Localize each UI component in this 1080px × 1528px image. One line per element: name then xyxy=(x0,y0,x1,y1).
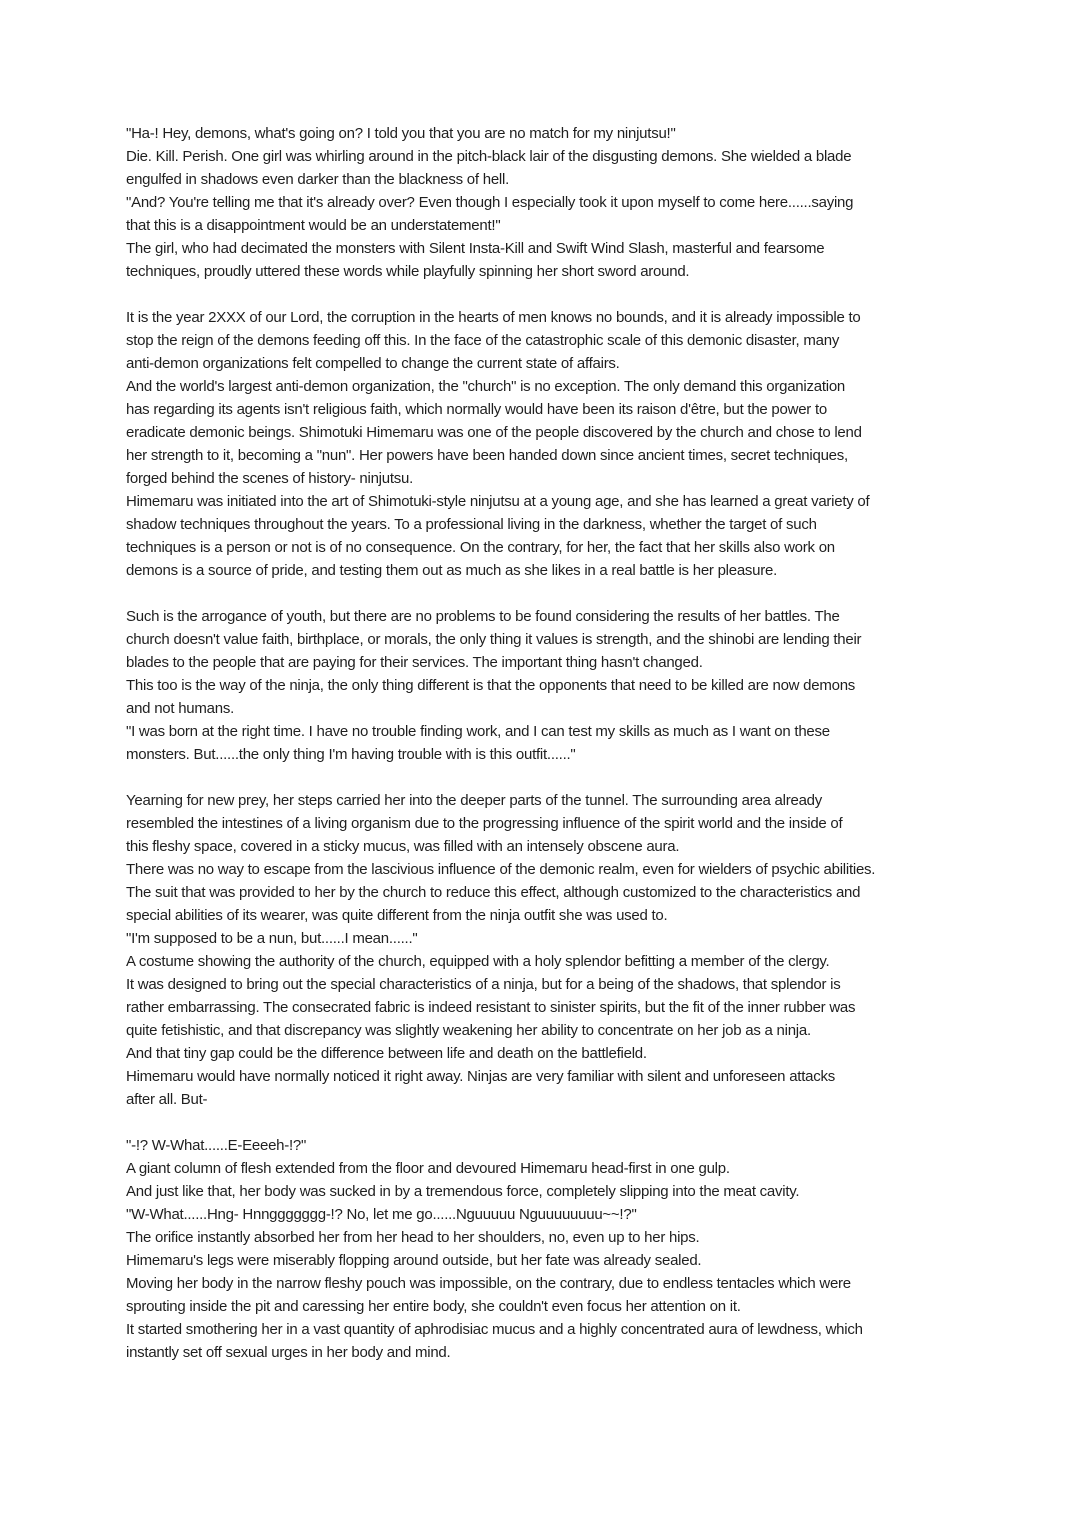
text-line: The orifice instantly absorbed her from her head to her shoulders, no, even up to her hips. xyxy=(126,1229,700,1246)
text-line: resembled the intestines of a living organism due to the progressing influence of the spirit world and the inside of xyxy=(126,815,843,832)
text-line: after all. But- xyxy=(126,1091,208,1108)
text-line: techniques, proudly uttered these words while playfully spinning her short sword around. xyxy=(126,263,690,280)
text-line: It is the year 2XXX of our Lord, the corruption in the hearts of men knows no bounds, and it is already impossible to xyxy=(126,309,861,326)
text-line: church doesn't value faith, birthplace, or morals, the only thing it values is strength, and the shinobi are lending their xyxy=(126,631,862,648)
paragraph xyxy=(126,789,966,1111)
text-line: instantly set off sexual urges in her body and mind. xyxy=(126,1344,451,1361)
text-line: The suit that was provided to her by the church to reduce this effect, although customized to the characteristics and xyxy=(126,884,861,901)
text-line: has regarding its agents isn't religious faith, which normally would have been its raison d'être, but the power to xyxy=(126,401,827,418)
text-line: stop the reign of the demons feeding off this. In the face of the catastrophic scale of this demonic disaster, many xyxy=(126,332,840,349)
paragraph xyxy=(126,122,966,283)
text-line: special abilities of its wearer, was quite different from the ninja outfit she was used to. xyxy=(126,907,668,924)
text-line: anti-demon organizations felt compelled to change the current state of affairs. xyxy=(126,355,620,372)
text-line: And that tiny gap could be the difference between life and death on the battlefield. xyxy=(126,1045,647,1062)
paragraph xyxy=(126,306,966,582)
text-line: shadow techniques throughout the years. To a professional living in the darkness, whether the target of such xyxy=(126,516,817,533)
text-line: demons is a source of pride, and testing them out as much as she likes in a real battle is her pleasure. xyxy=(126,562,778,579)
text-line: "I'm supposed to be a nun, but......I mean......" xyxy=(126,930,418,947)
text-line: Such is the arrogance of youth, but there are no problems to be found considering the results of her battles. The xyxy=(126,608,840,625)
text-line: eradicate demonic beings. Shimotuki Himemaru was one of the people discovered by the church and chose to lend xyxy=(126,424,862,441)
text-line: quite fetishistic, and that discrepancy was slightly weakening her ability to concentrate on her job as a ninja. xyxy=(126,1022,811,1039)
text-line: her strength to it, becoming a "nun". Her powers have been handed down since ancient times, secret techniques, xyxy=(126,447,848,464)
text-line: A giant column of flesh extended from the floor and devoured Himemaru head-first in one gulp. xyxy=(126,1160,730,1177)
text-line: "Ha-! Hey, demons, what's going on? I told you that you are no match for my ninjutsu!" xyxy=(126,125,676,142)
text-line: monsters. But......the only thing I'm having trouble with is this outfit......" xyxy=(126,746,576,763)
text-line: A costume showing the authority of the church, equipped with a holy splendor befitting a member of the clergy. xyxy=(126,953,830,970)
text-line: Moving her body in the narrow fleshy pouch was impossible, on the contrary, due to endless tentacles which were xyxy=(126,1275,851,1292)
text-line: It started smothering her in a vast quantity of aphrodisiac mucus and a highly concentrated aura of lewdness, which xyxy=(126,1321,863,1338)
text-line: forged behind the scenes of history- ninjutsu. xyxy=(126,470,414,487)
text-line: "-!? W-What......E-Eeeeh-!?" xyxy=(126,1137,307,1154)
text-line: There was no way to escape from the lascivious influence of the demonic realm, even for wielders of psychic abilities. xyxy=(126,861,876,878)
paragraph xyxy=(126,1134,966,1364)
text-line: and not humans. xyxy=(126,700,234,717)
text-line: The girl, who had decimated the monsters with Silent Insta-Kill and Swift Wind Slash, masterful and fearsome xyxy=(126,240,825,257)
text-line: This too is the way of the ninja, the only thing different is that the opponents that need to be killed are now demons xyxy=(126,677,856,694)
text-line: techniques is a person or not is of no consequence. On the contrary, for her, the fact that her skills also work on xyxy=(126,539,835,556)
text-line: It was designed to bring out the special characteristics of a ninja, but for a being of the shadows, that splendor is xyxy=(126,976,841,993)
text-line: Yearning for new prey, her steps carried her into the deeper parts of the tunnel. The surrounding area already xyxy=(126,792,823,809)
text-line: sprouting inside the pit and caressing her entire body, she couldn't even focus her attention on it. xyxy=(126,1298,741,1315)
text-line: blades to the people that are paying for their services. The important thing hasn't changed. xyxy=(126,654,703,671)
text-line: that this is a disappointment would be an understatement!" xyxy=(126,217,501,234)
text-line: And just like that, her body was sucked in by a tremendous force, completely slipping into the meat cavity. xyxy=(126,1183,800,1200)
text-line: engulfed in shadows even darker than the blackness of hell. xyxy=(126,171,510,188)
page-text xyxy=(126,122,966,1364)
text-line: Himemaru was initiated into the art of Shimotuki-style ninjutsu at a young age, and she has learned a great variety of xyxy=(126,493,870,510)
text-line: Himemaru's legs were miserably flopping around outside, but her fate was already sealed. xyxy=(126,1252,702,1269)
text-line: "W-What......Hng- Hnnggggggg-!? No, let me go......Nguuuuu Nguuuuuuuu~~!?" xyxy=(126,1206,637,1223)
text-line: Die. Kill. Perish. One girl was whirling around in the pitch-black lair of the disgusting demons. She wielded a blade xyxy=(126,148,852,165)
text-line: "I was born at the right time. I have no trouble finding work, and I can test my skills as much as I want on these xyxy=(126,723,830,740)
text-line: this fleshy space, covered in a sticky mucus, was filled with an intensely obscene aura. xyxy=(126,838,680,855)
text-line: Himemaru would have normally noticed it right away. Ninjas are very familiar with silent and unforeseen attacks xyxy=(126,1068,835,1085)
text-line: And the world's largest anti-demon organization, the "church" is no exception. The only demand this organization xyxy=(126,378,846,395)
paragraph xyxy=(126,605,966,766)
text-line: "And? You're telling me that it's already over? Even though I especially took it upon myself to come here......saying xyxy=(126,194,854,211)
text-line: rather embarrassing. The consecrated fabric is indeed resistant to sinister spirits, but the fit of the inner rubber was xyxy=(126,999,856,1016)
